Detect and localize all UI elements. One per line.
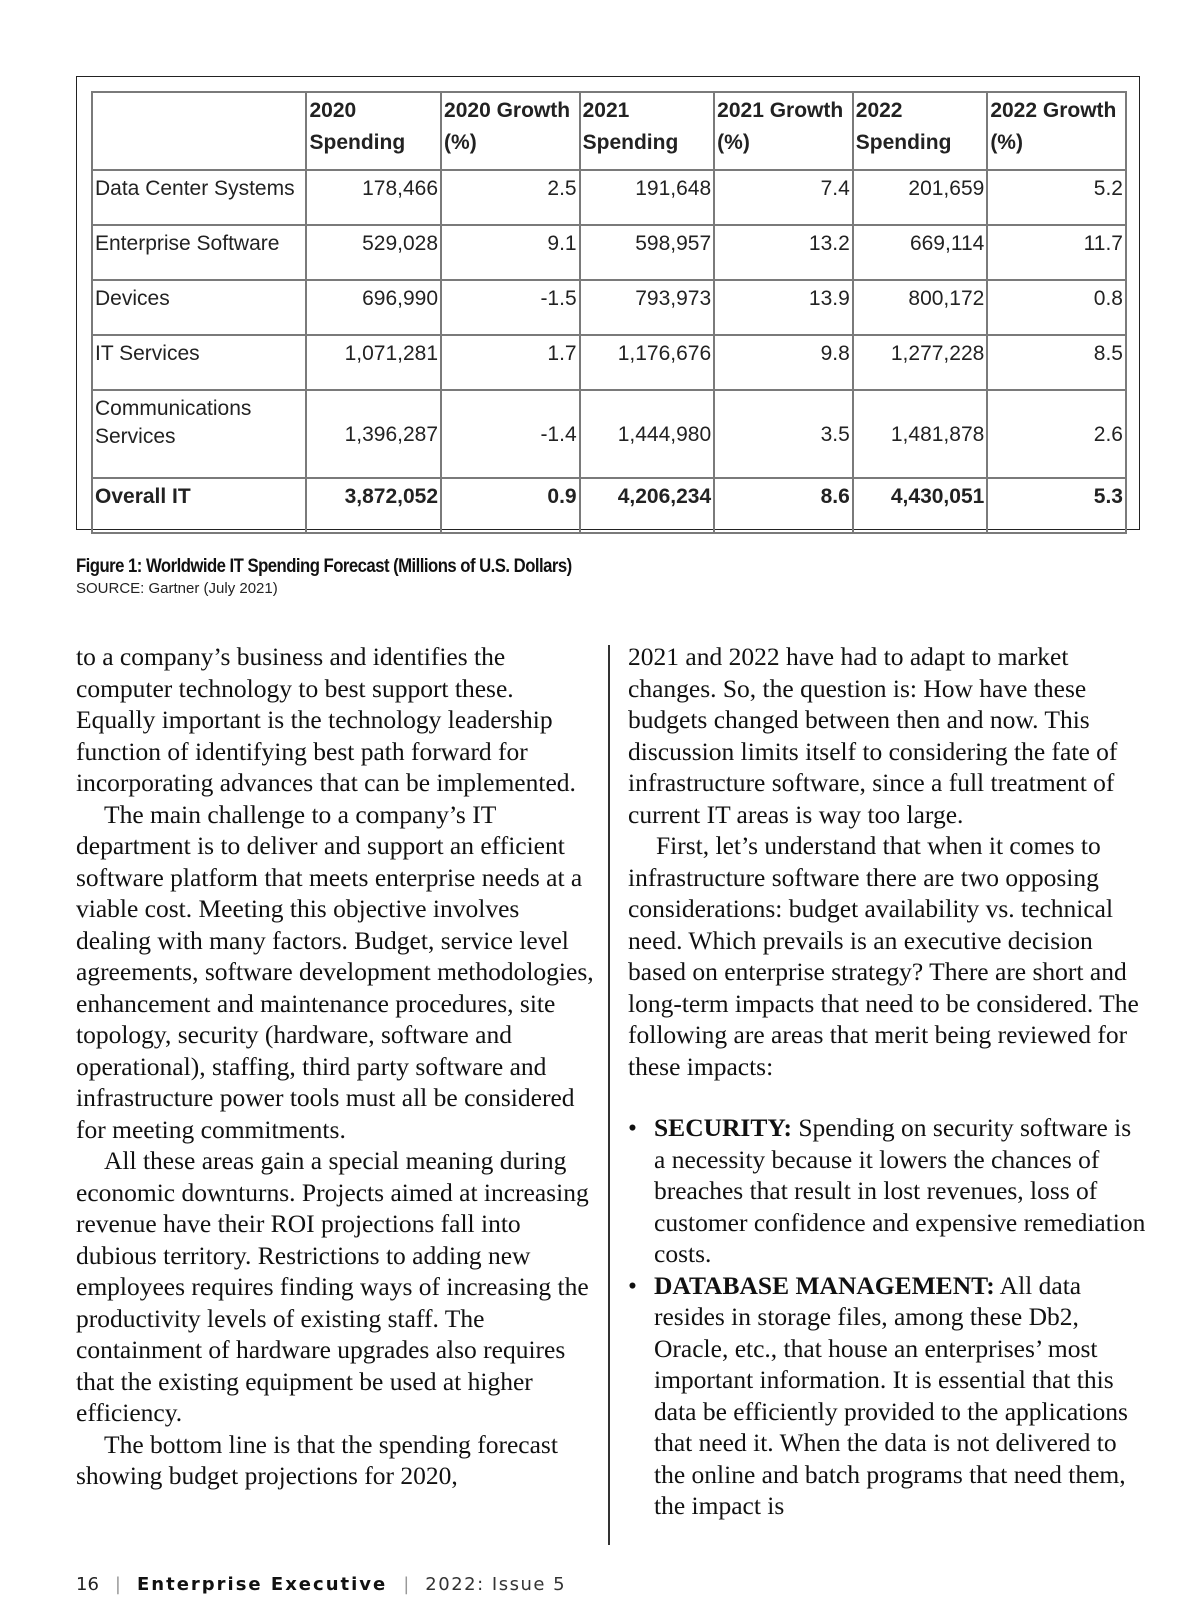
footer-separator: | bbox=[114, 1574, 121, 1595]
paragraph: to a company’s business and identifies the computer technology to best support these. Equally important is the technology leadership function of identifying best path forward for incorporating advances that can be implemented. bbox=[76, 642, 576, 797]
list-item-term: SECURITY: bbox=[654, 1113, 792, 1142]
cell-2022-growth: 8.5 bbox=[987, 335, 1126, 390]
table-header-row bbox=[92, 92, 1126, 170]
page-number: 16 bbox=[76, 1574, 99, 1595]
list-item bbox=[654, 1270, 1148, 1522]
cell-2022-spending: 201,659 bbox=[853, 170, 988, 225]
table-row bbox=[92, 335, 1126, 390]
cell-2021-spending: 191,648 bbox=[580, 170, 715, 225]
figure-caption-source: SOURCE: Gartner (July 2021) bbox=[76, 580, 278, 597]
cell-2022-spending: 800,172 bbox=[853, 280, 988, 335]
row-label: Devices bbox=[92, 280, 306, 335]
cell-2020-spending: 178,466 bbox=[306, 170, 441, 225]
paragraph: 2021 and 2022 have had to adapt to market changes. So, the question is: How have these budgets changed between then and now. This discussion limits itself to considering the fate of infrastructure software, since a full treatment of current IT areas is way too large. bbox=[628, 642, 1118, 829]
cell-2020-growth: 1.7 bbox=[441, 335, 580, 390]
header-2021-spending: 2021 Spending bbox=[580, 92, 715, 170]
paragraph: The bottom line is that the spending forecast showing budget projections for 2020, bbox=[76, 1429, 558, 1490]
row-label: Overall IT bbox=[92, 478, 306, 533]
cell-2020-spending: 3,872,052 bbox=[306, 478, 441, 533]
row-label: Communications Services bbox=[92, 390, 306, 478]
list-item-text: All data resides in storage files, among these Db2, Oracle, etc., that house an enterprises’ most important information. It is essential that this data be efficiently provided to the applications that need it. When the data is not delivered to the online and batch programs that need them, the impact is bbox=[654, 1270, 1128, 1520]
magazine-title: Enterprise Executive bbox=[136, 1574, 388, 1595]
figure-caption-title: Figure 1: Worldwide IT Spending Forecast (Millions of U.S. Dollars) bbox=[76, 556, 572, 577]
cell-2021-growth: 9.8 bbox=[714, 335, 853, 390]
header-category bbox=[92, 92, 306, 170]
cell-2021-spending: 1,444,980 bbox=[580, 390, 715, 478]
cell-2022-spending: 1,277,228 bbox=[853, 335, 988, 390]
paragraph: First, let’s understand that when it comes to infrastructure software there are two opposing considerations: budget availability vs. technical need. Which prevails is an executive decision based on enterprise strategy? There are short and long-term impacts that need to be considered. The following are areas that merit being reviewed for these impacts: bbox=[628, 831, 1139, 1081]
table-row bbox=[92, 170, 1126, 225]
cell-2020-spending: 1,396,287 bbox=[306, 390, 441, 478]
cell-2022-growth: 5.3 bbox=[987, 478, 1126, 533]
header-2022-spending: 2022 Spending bbox=[853, 92, 988, 170]
cell-2021-growth: 13.9 bbox=[714, 280, 853, 335]
paragraph: All these areas gain a special meaning during economic downturns. Projects aimed at increasing revenue have their ROI projections fall into dubious territory. Restrictions to adding new employees requires finding ways of increasing the productivity levels of existing staff. The containment of hardware upgrades also requires that the existing equipment be used at higher efficiency. bbox=[76, 1146, 589, 1427]
cell-2021-growth: 13.2 bbox=[714, 225, 853, 280]
cell-2022-spending: 1,481,878 bbox=[853, 390, 988, 478]
row-label: Data Center Systems bbox=[92, 170, 306, 225]
issue-label: 2022: Issue 5 bbox=[425, 1574, 567, 1595]
list-item bbox=[654, 1112, 1148, 1270]
cell-2022-growth: 11.7 bbox=[987, 225, 1126, 280]
cell-2020-growth: 2.5 bbox=[441, 170, 580, 225]
figure-table-frame bbox=[76, 76, 1140, 530]
it-spending-table bbox=[91, 91, 1127, 534]
header-2020-spending: 2020 Spending bbox=[306, 92, 441, 170]
table-row bbox=[92, 390, 1126, 478]
row-label: IT Services bbox=[92, 335, 306, 390]
list-item-term: DATABASE MANAGEMENT: bbox=[654, 1270, 995, 1300]
cell-2020-spending: 529,028 bbox=[306, 225, 441, 280]
cell-2020-spending: 1,071,281 bbox=[306, 335, 441, 390]
cell-2020-growth: 0.9 bbox=[441, 478, 580, 533]
impact-areas-list bbox=[628, 1112, 1148, 1522]
cell-2021-growth: 7.4 bbox=[714, 170, 853, 225]
table-row bbox=[92, 280, 1126, 335]
cell-2022-spending: 4,430,051 bbox=[853, 478, 988, 533]
cell-2022-growth: 2.6 bbox=[987, 390, 1126, 478]
table-row bbox=[92, 225, 1126, 280]
list-item-text: Spending on security software is a necessity because it lowers the chances of breaches that result in lost revenues, loss of customer confidence and expensive remediation costs. bbox=[654, 1113, 1146, 1268]
cell-2021-spending: 598,957 bbox=[580, 225, 715, 280]
cell-2022-growth: 5.2 bbox=[987, 170, 1126, 225]
cell-2021-growth: 3.5 bbox=[714, 390, 853, 478]
cell-2020-growth: -1.5 bbox=[441, 280, 580, 335]
cell-2021-growth: 8.6 bbox=[714, 478, 853, 533]
paragraph: The main challenge to a company’s IT department is to deliver and support an efficient software platform that meets enterprise needs at a viable cost. Meeting this objective involves dealing with many factors. Budget, service level agreements, software development methodologies, enhancement and maintenance procedures, site topology, security (hardware, software and operational), staffing, third party software and infrastructure power tools must all be considered for meeting commitments. bbox=[76, 799, 594, 1144]
row-label: Enterprise Software bbox=[92, 225, 306, 280]
header-2021-growth: 2021 Growth (%) bbox=[714, 92, 853, 170]
header-2022-growth: 2022 Growth (%) bbox=[987, 92, 1126, 170]
article-right-column bbox=[628, 641, 1148, 1522]
table-total-row bbox=[92, 478, 1126, 533]
cell-2021-spending: 1,176,676 bbox=[580, 335, 715, 390]
cell-2022-spending: 669,114 bbox=[853, 225, 988, 280]
cell-2022-growth: 0.8 bbox=[987, 280, 1126, 335]
column-divider bbox=[608, 645, 610, 1545]
page-footer bbox=[76, 1574, 566, 1595]
cell-2020-growth: -1.4 bbox=[441, 390, 580, 478]
cell-2021-spending: 793,973 bbox=[580, 280, 715, 335]
footer-separator: | bbox=[403, 1574, 410, 1595]
cell-2021-spending: 4,206,234 bbox=[580, 478, 715, 533]
cell-2020-spending: 696,990 bbox=[306, 280, 441, 335]
figure-caption bbox=[76, 556, 639, 597]
article-left-column bbox=[76, 641, 596, 1492]
cell-2020-growth: 9.1 bbox=[441, 225, 580, 280]
header-2020-growth: 2020 Growth (%) bbox=[441, 92, 580, 170]
